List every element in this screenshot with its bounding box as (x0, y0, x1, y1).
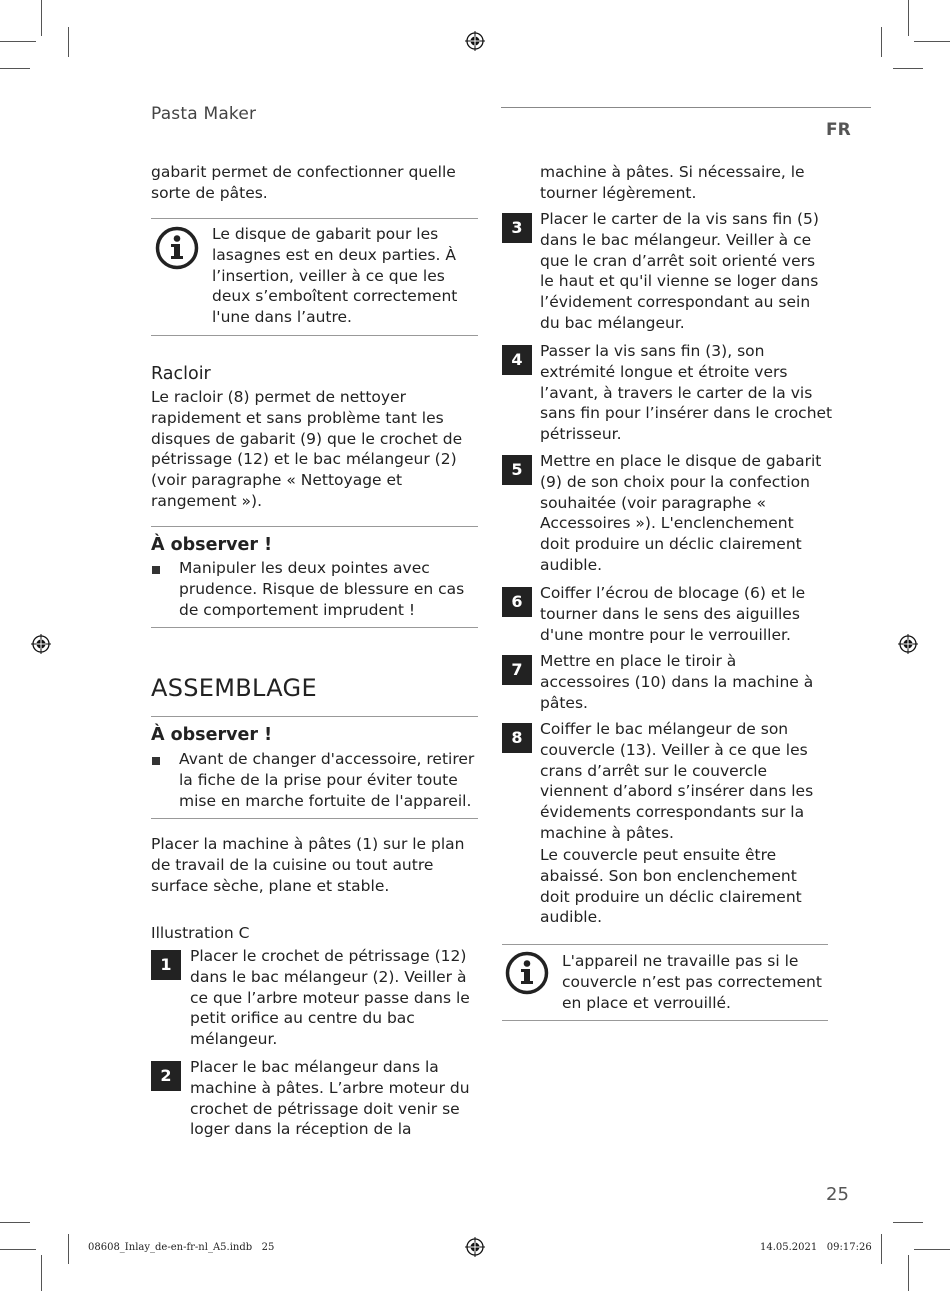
placement-text: Placer la machine à pâtes (1) sur le plan de travail de la cuisine ou tout autre surface sèche, plane et stable. (151, 835, 465, 895)
step-text: Le couvercle peut ensuite être abaissé. Son bon enclenchement doit produire un déclic clairement audible. (540, 846, 802, 927)
step-text: Coiffer le bac mélangeur de son couvercle (13). Veiller à ce que les crans d’arrêt sur le couvercle viennent d’abord s’insérer dans les évidements correspondants sur la machine à pâtes. (540, 720, 814, 842)
warning-item: Manipuler les deux pointes avec prudence. Risque de blessure en cas de comportement imprudent ! (179, 559, 465, 619)
step-number: 7 (502, 655, 532, 685)
registration-mark-icon (465, 1237, 485, 1257)
step-number: 6 (502, 587, 532, 617)
crop-mark (0, 1249, 36, 1250)
continued-text: machine à pâtes. Si nécessaire, le tourner légèrement. (540, 163, 805, 202)
crop-mark (908, 0, 909, 36)
note-lid: L'appareil ne travaille pas si le couvercle n’est pas correctement en place et verrouillé. (562, 952, 822, 1012)
crop-mark (893, 68, 923, 69)
divider (502, 1020, 828, 1021)
divider (151, 818, 478, 819)
footer-filename: 08608_Inlay_de-en-fr-nl_A5.indb 25 (88, 1242, 275, 1253)
step-number: 4 (502, 345, 532, 375)
crop-mark (881, 27, 882, 57)
crop-mark (893, 1222, 923, 1223)
step-text: Passer la vis sans fin (3), son extrémité longue et étroite vers l’avant, à travers le carter de la vis sans fin pour l’insérer dans le crochet pétrisseur. (540, 342, 833, 444)
header-title: Pasta Maker (151, 104, 257, 124)
step-text: Placer le bac mélangeur dans la machine à pâtes. L’arbre moteur du crochet de pétrissage doit venir se loger dans la réception de la (190, 1058, 470, 1139)
crop-mark (914, 1249, 950, 1250)
crop-mark (0, 68, 30, 69)
info-icon (155, 226, 199, 270)
registration-mark-icon (898, 634, 918, 654)
registration-mark-icon (31, 634, 51, 654)
divider (151, 716, 478, 717)
step-number: 1 (151, 950, 181, 980)
language-code: FR (826, 120, 851, 140)
note-lasagne: Le disque de gabarit pour les lasagnes est en deux parties. À l’insertion, veiller à ce que les deux s’emboîtent correctement l'une dans l’autre. (212, 225, 458, 327)
footer-datetime: 14.05.2021 09:17:26 (760, 1242, 872, 1253)
racloir-heading: Racloir (151, 364, 211, 384)
divider (151, 627, 478, 628)
divider (151, 526, 478, 527)
step-text: Mettre en place le disque de gabarit (9) de son choix pour la confection souhaitée (voir paragraphe « Accessoires »). L'enclenchement doit produire un déclic clairement audible. (540, 452, 822, 574)
crop-mark (0, 1222, 30, 1223)
warning-heading: À observer ! (151, 535, 273, 555)
registration-mark-icon (465, 31, 485, 51)
crop-mark (68, 1234, 69, 1264)
warning-item: Avant de changer d'accessoire, retirer la fiche de la prise pour éviter toute mise en marche fortuite de l'appareil. (179, 750, 475, 810)
divider (151, 218, 478, 219)
step-text: Placer le crochet de pétrissage (12) dans le bac mélangeur (2). Veiller à ce que l’arbre moteur passe dans le petit orifice au centre du bac mélangeur. (190, 947, 470, 1049)
step-number: 8 (502, 723, 532, 753)
racloir-text: Le racloir (8) permet de nettoyer rapidement et sans problème tant les disques de gabarit (9) que le crochet de pétrissage (12) et le bac mélangeur (2) (voir paragraphe « Nettoyage et rangement »). (151, 388, 463, 510)
crop-mark (68, 27, 69, 57)
section-title: ASSEMBLAGE (151, 674, 317, 702)
step-number: 3 (502, 213, 532, 243)
divider (502, 944, 828, 945)
crop-mark (908, 1255, 909, 1291)
warning-heading: À observer ! (151, 725, 273, 745)
info-icon (505, 951, 549, 995)
step-text: Mettre en place le tiroir à accessoires (10) dans la machine à pâtes. (540, 652, 814, 712)
bullet-square-icon (152, 757, 160, 765)
page-number: 25 (826, 1184, 849, 1205)
step-number: 2 (151, 1061, 181, 1091)
header-rule (501, 107, 871, 108)
crop-mark (881, 1234, 882, 1264)
crop-mark (914, 41, 950, 42)
bullet-square-icon (152, 566, 160, 574)
crop-mark (41, 0, 42, 36)
step-text: Coiffer l’écrou de blocage (6) et le tourner dans le sens des aiguilles d'une montre pour le verrouiller. (540, 584, 806, 644)
step-number: 5 (502, 455, 532, 485)
crop-mark (41, 1255, 42, 1291)
crop-mark (0, 41, 36, 42)
step-text: Placer le carter de la vis sans fin (5) dans le bac mélangeur. Veiller à ce que le cran d’arrêt soit orienté vers le haut et qu'il vienne se loger dans l’évidement correspondant au sein du bac mélangeur. (540, 210, 819, 332)
illustration-label: Illustration C (151, 924, 250, 942)
divider (151, 335, 478, 336)
intro-text: gabarit permet de confectionner quelle sorte de pâtes. (151, 163, 456, 202)
